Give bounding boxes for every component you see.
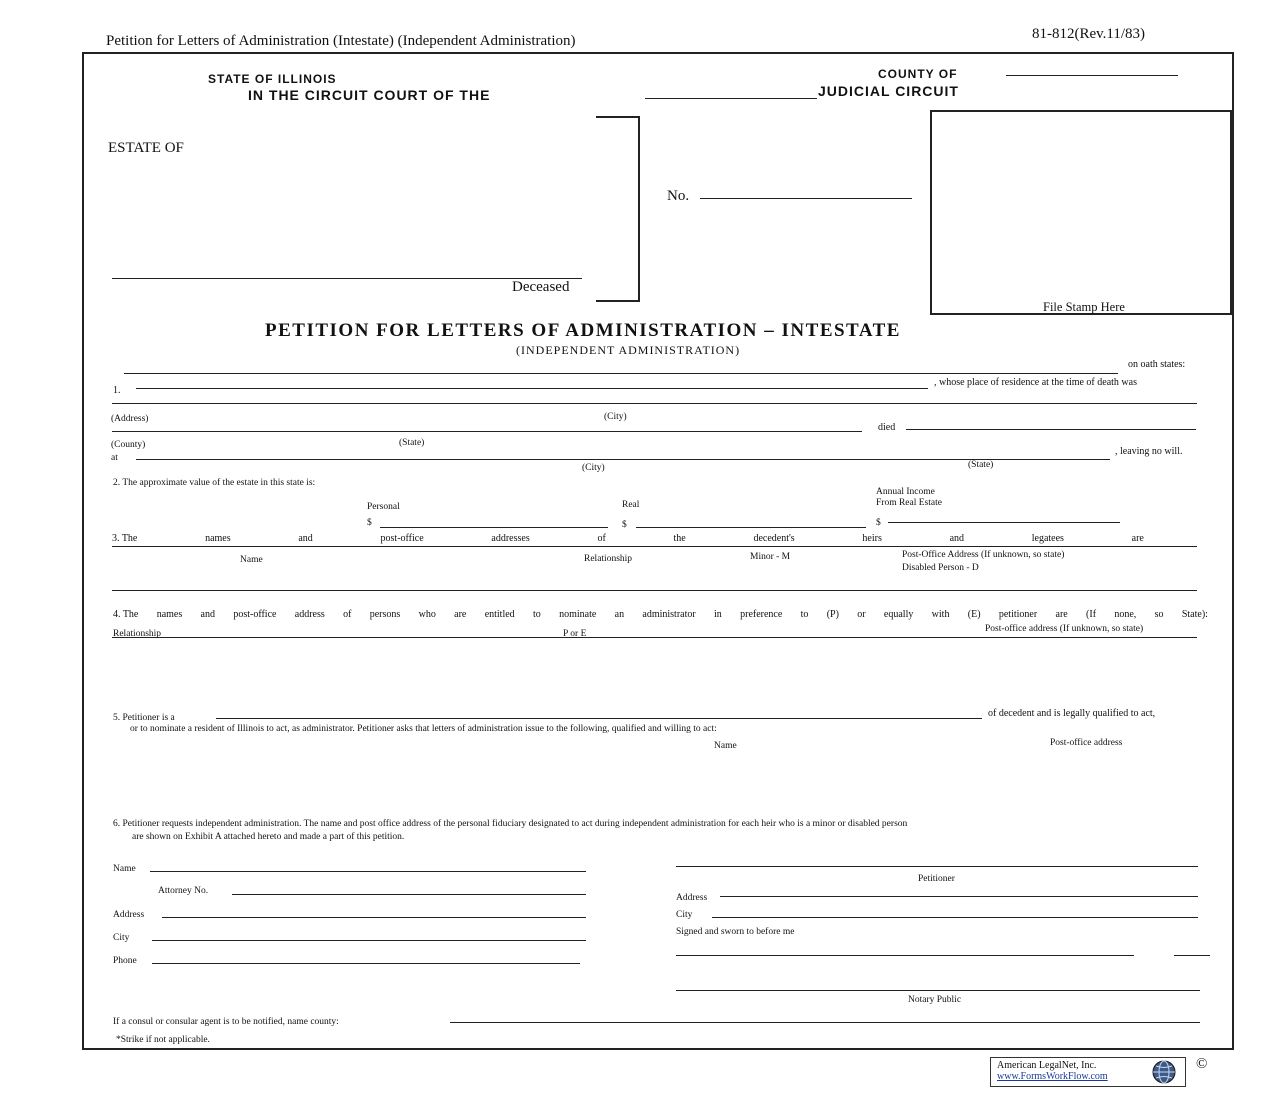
- section3-word: names: [205, 533, 231, 544]
- section2-text: 2. The approximate value of the estate in this state is:: [113, 478, 316, 488]
- city-caption-2: (City): [582, 463, 605, 473]
- death-location-line[interactable]: [112, 431, 862, 432]
- section4-word: preference: [740, 609, 783, 620]
- at-label: at: [111, 453, 118, 463]
- section4-word: an: [614, 609, 625, 620]
- section3-word: decedent's: [753, 533, 795, 544]
- heir-address-header: Post-Office Address (If unknown, so state): [902, 550, 1065, 560]
- section4-word: to: [533, 609, 541, 620]
- globe-icon: [1150, 1060, 1178, 1084]
- publisher-website[interactable]: www.FormsWorkFlow.com: [997, 1071, 1108, 1082]
- county-label: COUNTY OF: [878, 67, 958, 81]
- section4-word: equally: [883, 609, 914, 620]
- section4-word: and: [200, 609, 215, 620]
- nominee-address-header: Post-office address (If unknown, so state): [985, 624, 1144, 634]
- administrator-name-header: Name: [714, 741, 737, 751]
- petitioner-city-label: City: [676, 910, 693, 920]
- administrator-address-header: Post-office address: [1050, 738, 1123, 748]
- section4-word: State):: [1181, 609, 1208, 620]
- section4-word: address: [294, 609, 325, 620]
- petition-subtitle: (INDEPENDENT ADMINISTRATION): [516, 343, 741, 357]
- attorney-no-label: Attorney No.: [158, 886, 209, 896]
- city-caption: (City): [604, 412, 627, 422]
- petitioner-signature-line[interactable]: [676, 866, 1198, 867]
- state-caption-2: (State): [968, 460, 994, 470]
- income-dollar: $: [876, 518, 881, 528]
- estate-bracket: [596, 116, 640, 302]
- file-stamp-label: File Stamp Here: [1043, 300, 1125, 314]
- judicial-circuit-label: JUDICIAL CIRCUIT: [818, 83, 959, 99]
- section6-line2: are shown on Exhibit A attached hereto and made a part of this petition.: [132, 832, 405, 842]
- section5-line2: or to nominate a resident of Illinois to act, as administrator. Petitioner asks that letters of administration issue to the following, qualified and willing to act:: [130, 724, 717, 734]
- petitioner-address-line[interactable]: [720, 896, 1198, 897]
- strike-note: *Strike if not applicable.: [116, 1035, 210, 1045]
- section4-word: or: [857, 609, 866, 620]
- decedent-name-line[interactable]: [136, 388, 928, 389]
- section4-word: entitled: [484, 609, 515, 620]
- disabled-header: Disabled Person - D: [902, 563, 979, 573]
- section4-word: (If: [1086, 609, 1097, 620]
- consul-county-line[interactable]: [450, 1022, 1200, 1023]
- p-or-e-header: P or E: [563, 629, 587, 639]
- residence-text: , whose place of residence at the time of death was: [934, 377, 1137, 388]
- section4-word: to: [800, 609, 809, 620]
- attorney-name-label: Name: [113, 864, 136, 874]
- section4-header-line: [112, 637, 1197, 638]
- section3-word: addresses: [491, 533, 530, 544]
- section4-word: 4. The: [113, 609, 139, 620]
- circuit-number-line[interactable]: [645, 98, 817, 99]
- heir-name-header: Name: [240, 555, 263, 565]
- address-caption: (Address): [111, 414, 149, 424]
- personal-dollar: $: [367, 518, 372, 528]
- section3-text: [112, 533, 1144, 544]
- section3-word: post-office: [380, 533, 424, 544]
- attorney-no-line[interactable]: [232, 894, 586, 895]
- qualified-text: of decedent and is legally qualified to act,: [988, 708, 1156, 719]
- section4-word: with: [931, 609, 950, 620]
- form-header-title: Petition for Letters of Administration (Intestate) (Independent Administration): [106, 33, 576, 49]
- annual-income-label: Annual Income: [876, 487, 935, 497]
- attorney-city-line[interactable]: [152, 940, 586, 941]
- section4-word: (E): [967, 609, 981, 620]
- state-caption: (State): [399, 438, 425, 448]
- state-label: STATE OF ILLINOIS: [208, 72, 337, 86]
- died-label: died: [878, 422, 896, 433]
- section3-word: heirs: [862, 533, 882, 544]
- section4-word: post-office: [233, 609, 277, 620]
- leaving-no-will-text: , leaving no will.: [1115, 446, 1183, 457]
- income-value-line[interactable]: [888, 522, 1120, 523]
- section4-word: so: [1154, 609, 1164, 620]
- petitioner-name-line[interactable]: [124, 373, 1118, 374]
- sworn-label: Signed and sworn to before me: [676, 927, 795, 937]
- consul-label: If a consul or consular agent is to be notified, name county:: [113, 1017, 339, 1027]
- form-number: 81-812(Rev.11/83): [1032, 26, 1146, 42]
- real-dollar: $: [622, 520, 627, 530]
- real-label: Real: [622, 500, 640, 510]
- section5-label: 5. Petitioner is a: [113, 713, 175, 723]
- county-caption: (County): [111, 440, 146, 450]
- section4-word: persons: [369, 609, 401, 620]
- attorney-phone-line[interactable]: [152, 963, 580, 964]
- section3-word: legatees: [1031, 533, 1064, 544]
- section4-word: petitioner: [998, 609, 1038, 620]
- minor-header: Minor - M: [750, 552, 791, 562]
- section4-word: of: [343, 609, 352, 620]
- section3-word: are: [1131, 533, 1144, 544]
- oath-text: on oath states:: [1128, 359, 1186, 370]
- case-no-label: No.: [667, 188, 690, 204]
- personal-value-line[interactable]: [380, 527, 608, 528]
- nominee-relationship-header: Relationship: [113, 629, 162, 639]
- petitioner-label: Petitioner: [918, 874, 955, 884]
- section3-word: of: [597, 533, 606, 544]
- section1-number: 1.: [113, 385, 121, 396]
- attorney-phone-label: Phone: [113, 956, 137, 966]
- from-real-estate-label: From Real Estate: [876, 498, 942, 508]
- deceased-label: Deceased: [512, 279, 570, 295]
- heir-relationship-header: Relationship: [584, 554, 633, 564]
- section4-word: in: [714, 609, 722, 620]
- real-value-line[interactable]: [636, 527, 866, 528]
- notary-signature-line[interactable]: [676, 990, 1200, 991]
- section4-word: are: [454, 609, 467, 620]
- attorney-name-line[interactable]: [150, 871, 586, 872]
- section4-word: nominate: [559, 609, 597, 620]
- attorney-address-label: Address: [113, 910, 145, 920]
- petitioner-city-line[interactable]: [712, 917, 1198, 918]
- petition-title: PETITION FOR LETTERS OF ADMINISTRATION – INTESTATE: [265, 320, 901, 341]
- sworn-year-line[interactable]: [1174, 955, 1210, 956]
- section6-line1: 6. Petitioner requests independent administration. The name and post office address of the personal fiduciary designated to act during independent administration for each heir who is a minor or disabled person: [113, 819, 908, 829]
- section4-word: are: [1055, 609, 1068, 620]
- notary-label: Notary Public: [908, 995, 962, 1005]
- heirs-entry-line[interactable]: [112, 590, 1197, 591]
- petitioner-address-label: Address: [676, 893, 708, 903]
- section4-word: administrator: [642, 609, 696, 620]
- section4-word: none,: [1114, 609, 1137, 620]
- relationship-line[interactable]: [216, 718, 982, 719]
- estate-of-label: ESTATE OF: [108, 140, 184, 156]
- section3-word: and: [298, 533, 313, 544]
- section4-word: (P): [826, 609, 839, 620]
- sworn-date-line[interactable]: [676, 955, 1134, 956]
- publisher-name: American LegalNet, Inc.: [997, 1060, 1097, 1071]
- case-no-line[interactable]: [700, 198, 912, 199]
- circuit-court-label: IN THE CIRCUIT COURT OF THE: [248, 87, 491, 103]
- death-date-line[interactable]: [906, 429, 1196, 430]
- death-place-line[interactable]: [136, 459, 1110, 460]
- residence-line[interactable]: [112, 403, 1197, 404]
- section3-word: the: [673, 533, 686, 544]
- attorney-address-line[interactable]: [162, 917, 586, 918]
- section3-word: 3. The: [112, 533, 138, 544]
- section4-word: names: [156, 609, 183, 620]
- personal-label: Personal: [367, 502, 400, 512]
- attorney-city-label: City: [113, 933, 130, 943]
- section3-top-line: [112, 546, 1197, 547]
- section3-word: and: [949, 533, 965, 544]
- file-stamp-box: [930, 110, 1232, 315]
- section4-word: who: [418, 609, 436, 620]
- section4-text: [113, 609, 1208, 620]
- copyright-symbol: ©: [1196, 1056, 1208, 1072]
- county-line[interactable]: [1006, 75, 1178, 76]
